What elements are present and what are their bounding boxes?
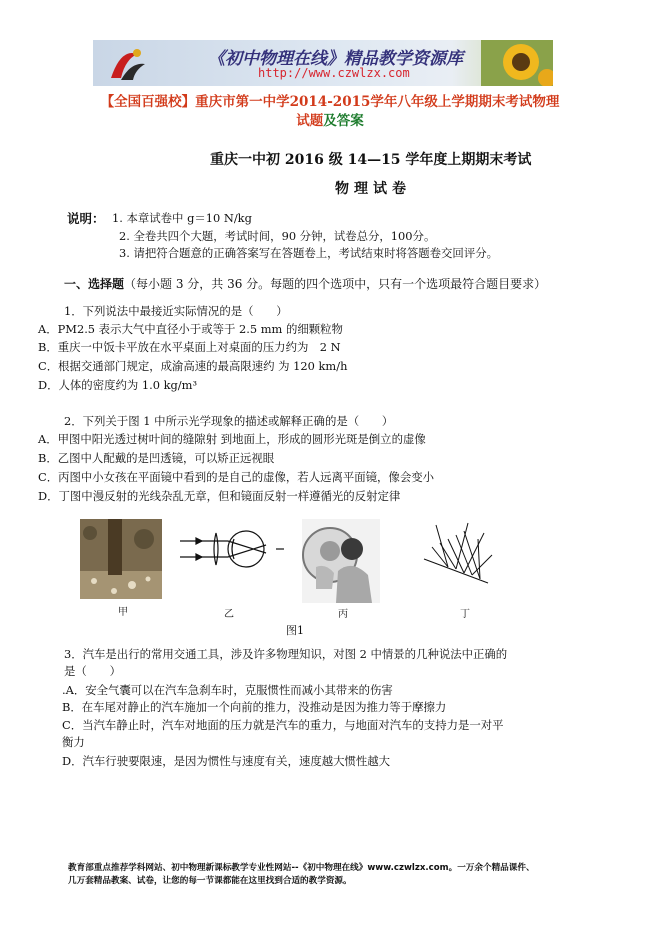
q3-option-c-cont: 衡力: [62, 735, 85, 749]
q2-option-a: A．甲图中阳光透过树叶间的缝隙射 到地面上，形成的圆形光斑是倒立的虚像: [38, 432, 426, 446]
banner-brand: 《初中物理在线》精品教学资源库: [208, 49, 463, 69]
note-item-2: 2. 全卷共四个大题，考试时间，90 分钟，试卷总分，100分。: [119, 229, 436, 243]
sunflower-icon: [481, 40, 553, 86]
header-banner: [93, 40, 553, 86]
q3-option-c: C．当汽车静止时，汽车对地面的压力就是汽车的重力，与地面对汽车的支持力是一对平: [62, 718, 504, 732]
section1-heading-row: [64, 277, 546, 292]
q2-option-c: C．丙图中小女孩在平面镜中看到的是自己的虚像，若人远离平面镜，像会变小: [38, 470, 434, 484]
figure-label-bing: 丙: [338, 609, 348, 620]
page-footer: [68, 862, 628, 888]
q3-stem-line1: 3．汽车是出行的常用交通工具，涉及许多物理知识，对图 2 中情景的几种说法中正确的: [64, 647, 508, 661]
footer-line1: 教育部重点推荐学科网站、初中物理新课标教学专业性网站--《初中物理在线》www.czwlzx.com。一万余个精品课件、: [68, 863, 535, 873]
figure-label-jia: 甲: [118, 607, 128, 618]
section1-desc: （每小题 3 分，共 36 分。每题的四个选项中，只有一个选项最符合题目要求）: [124, 277, 547, 291]
q3-stem-line2: 是（ ）: [64, 664, 121, 678]
doc-title-line1: 【全国百强校】重庆市第一中学2014-2015学年八年级上学期期末考试物理: [100, 94, 560, 110]
banner-url[interactable]: http://www.czwlzx.com: [258, 66, 410, 80]
figure-ding-diffuse-reflection-icon: [418, 519, 498, 591]
exam-title: 重庆一中初 2016 级 14—15 学年度上期期末考试: [210, 152, 532, 168]
figure-bing-mirror-girl-icon: [302, 519, 380, 603]
figure-1: [80, 519, 580, 619]
q2-option-b: B．乙图中人配戴的是凹透镜，可以矫正远视眼: [38, 451, 275, 465]
site-logo-icon: [107, 44, 149, 84]
note-item-3: 3. 请把符合题意的正确答案写在答题卷上，考试结束时将答题卷交回评分。: [119, 246, 498, 260]
q2-stem: 2．下列关于图 1 中所示光学现象的描述或解释正确的是（ ）: [64, 414, 394, 428]
q1-option-b: B．重庆一中饭卡平放在水平桌面上对桌面的压力约为 2 N: [38, 340, 341, 354]
q3-option-b: B．在车尾对静止的汽车施加一个向前的推力，没推动是因为推力等于摩擦力: [62, 700, 447, 714]
q3-option-a: .A．安全气囊可以在汽车急刹车时，克服惯性而减小其带来的伤害: [62, 683, 393, 697]
section1-heading: 一、选择题: [64, 277, 125, 291]
figure-jia-tree-shade-icon: [80, 519, 162, 599]
q3-option-d: D．汽车行驶要限速，是因为惯性与速度有关，速度越大惯性越大: [62, 754, 391, 768]
notes-label: 说明：: [67, 211, 105, 226]
q1-option-a: A．PM2.5 表示大气中直径小于或等于 2.5 mm 的细颗粒物: [38, 322, 343, 336]
footer-line2: 几万套精品教案、试卷，让您的每一节课都能在这里找到合适的教学资源。: [68, 876, 352, 886]
figure-1-caption: 图1: [286, 624, 304, 637]
q1-option-c: C．根据交通部门规定，成渝高速的最高限速约 为 120 km/h: [38, 359, 348, 373]
q2-option-d: D．丁图中漫反射的光线杂乱无章，但和镜面反射一样遵循光的反射定律: [38, 489, 401, 503]
q1-stem: 1．下列说法中最接近实际情况的是（ ）: [64, 304, 288, 318]
exam-subtitle: 物理试卷: [335, 181, 411, 197]
q1-option-d: D．人体的密度约为 1.0 kg/m³: [38, 378, 198, 392]
figure-label-yi: 乙: [224, 609, 234, 620]
note-item-1: 1. 本章试卷中 g＝10 N/kg: [112, 211, 252, 225]
doc-title-line2: 试题及答案: [296, 113, 364, 129]
figure-yi-eye-lens-icon: [180, 519, 290, 579]
figure-label-ding: 丁: [460, 609, 470, 620]
